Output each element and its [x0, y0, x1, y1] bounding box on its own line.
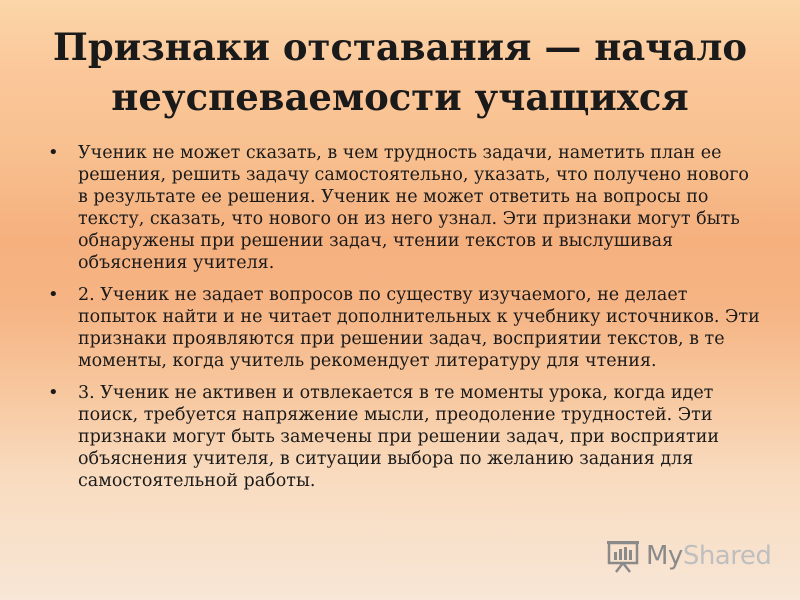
bullet-dot: •: [48, 284, 59, 305]
slide-title: [0, 22, 800, 122]
myshared-watermark: [606, 536, 776, 576]
bullet-item-3: [46, 382, 762, 492]
watermark-text-my: My: [646, 541, 683, 571]
slide-title-line-2: неуспеваемости учащихся: [111, 75, 689, 119]
bullet-dot: •: [48, 142, 59, 163]
bullet-list: [46, 142, 762, 502]
bullet-item-1: [46, 142, 762, 274]
slide-title-line-1: Признаки отставания — начало: [52, 25, 748, 69]
bullet-text: 3. Ученик не активен и отвлекается в те моменты урока, когда идет поиск, требуется напряжение мысли, преодоление трудностей. Эти признаки могут быть замечены при решении задач, при восприятии объяснения учителя, в ситуации выбора по желанию задания для самостоятельной работы.: [78, 383, 720, 491]
bullet-text: 2. Ученик не задает вопросов по существу изучаемого, не делает попыток найти и не читает дополнительных к учебнику источников. Эти признаки проявляются при решении задач, восприятии текстов, в те моменты, когда учитель рекомендует литературу для чтения.: [78, 285, 760, 371]
presentation-board-icon: [606, 538, 642, 574]
bullet-text: Ученик не может сказать, в чем трудность задачи, наметить план ее решения, решить задачу самостоятельно, указать, что получено нового в результате ее решения. Ученик не может ответить на вопросы по тексту, сказать, что нового он из него узнал. Эти признаки могут быть обнаружены при решении задач, чтении текстов и выслушивая объяснения учителя.: [78, 143, 749, 273]
bullet-item-2: [46, 284, 762, 372]
watermark-text: [646, 541, 771, 571]
bullet-dot: •: [48, 382, 59, 403]
watermark-text-shared: Shared: [682, 541, 772, 571]
